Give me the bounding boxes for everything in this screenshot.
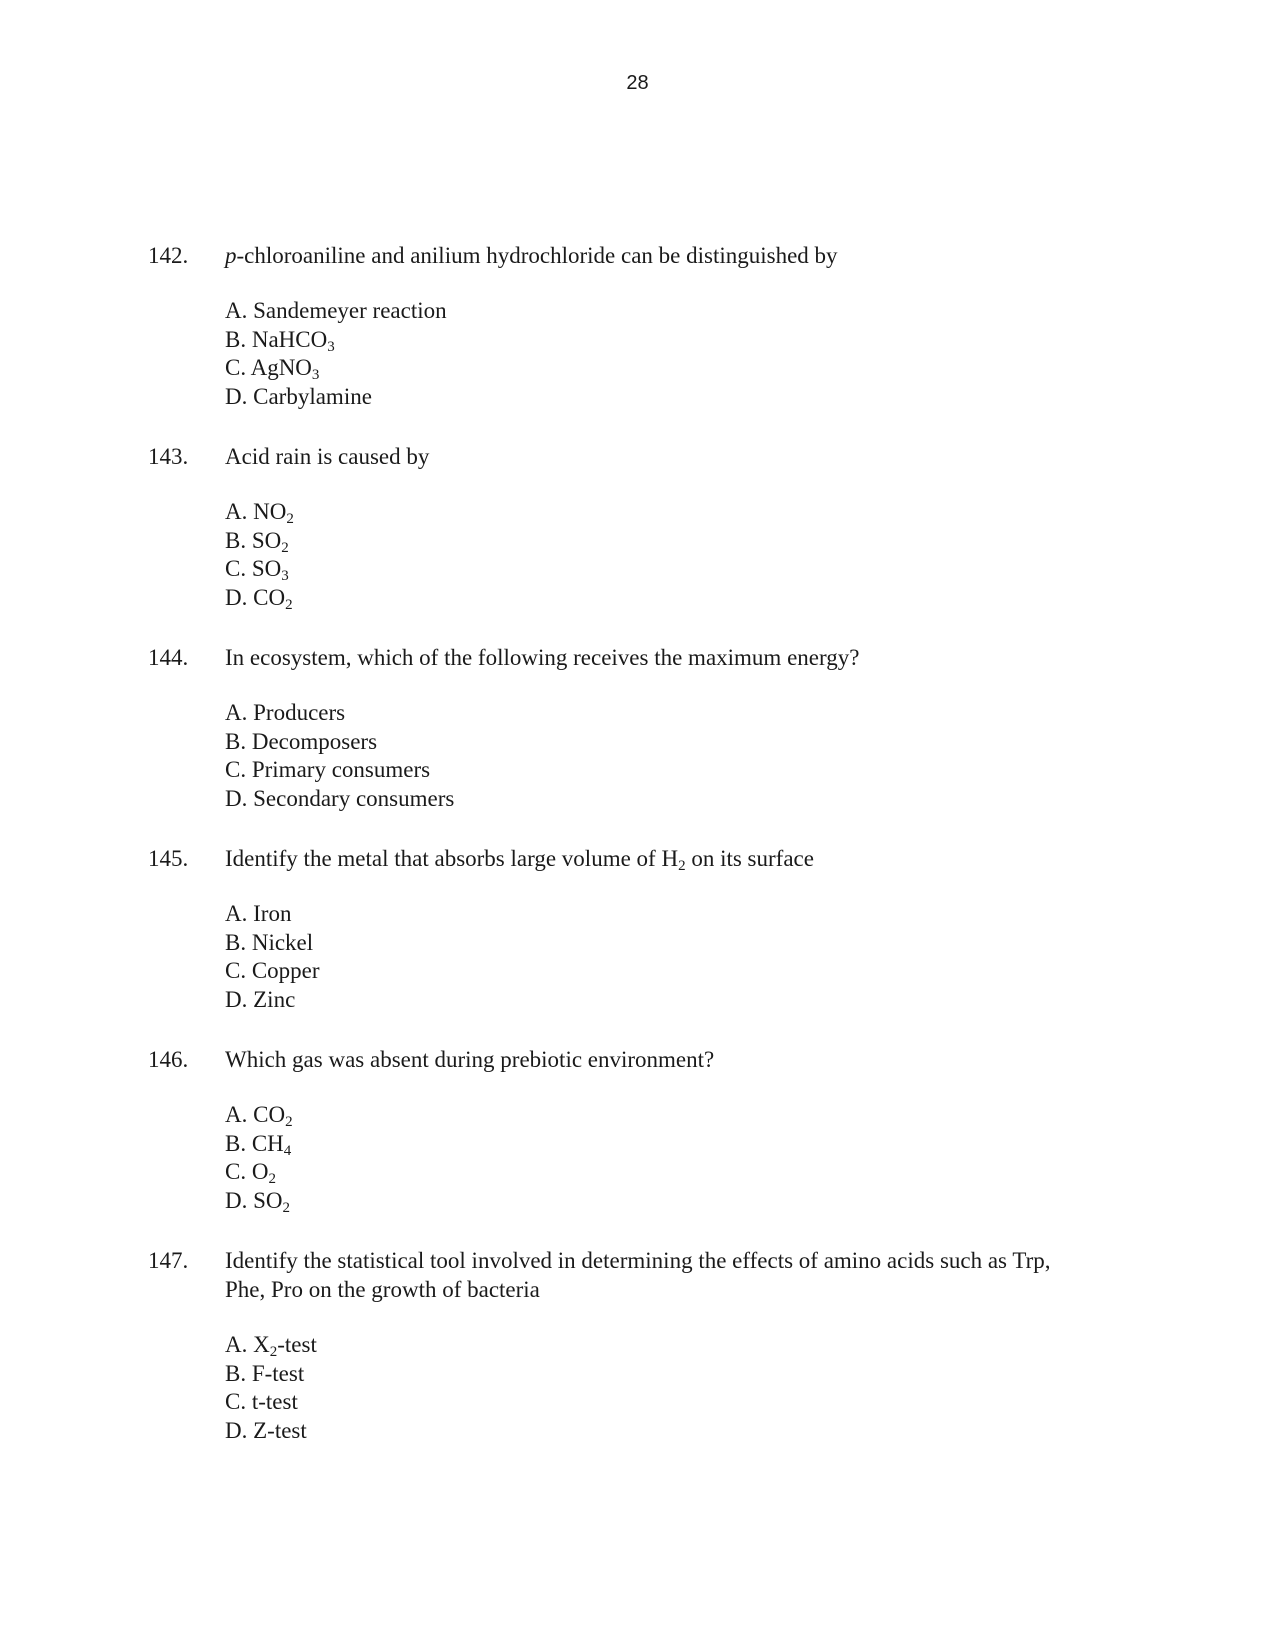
subscript: 3 xyxy=(327,338,335,355)
options-list xyxy=(225,1101,1125,1216)
options-list xyxy=(225,699,1125,814)
italic-prefix: p xyxy=(225,243,237,268)
subscript: 4 xyxy=(283,1142,292,1159)
option-letter: B. xyxy=(225,527,252,553)
option-letter: C. xyxy=(225,1389,252,1415)
text-run: CH xyxy=(251,1130,284,1156)
text-run: Carbylamine xyxy=(253,384,372,410)
subscript: 2 xyxy=(678,858,686,874)
option-d xyxy=(225,383,1125,412)
text-run: NaHCO xyxy=(251,326,328,352)
option-letter: A. xyxy=(225,298,254,323)
text-run: F-test xyxy=(251,1360,305,1386)
option-a xyxy=(225,699,1125,728)
text-run: Copper xyxy=(251,958,320,984)
subscript: 2 xyxy=(285,1114,293,1130)
option-c xyxy=(225,1158,1125,1187)
option-letter: A. xyxy=(225,1332,254,1357)
options-list xyxy=(225,1331,1125,1446)
option-b xyxy=(225,1360,1125,1389)
option-letter: D. xyxy=(225,1188,254,1214)
option-a xyxy=(225,297,1125,326)
text-run: SO xyxy=(251,527,282,553)
text-run: t-test xyxy=(251,1389,298,1415)
question-number: 146. xyxy=(148,1047,189,1072)
option-d xyxy=(225,986,1125,1015)
subscript: 2 xyxy=(281,539,289,556)
option-d xyxy=(225,1417,1125,1446)
option-b xyxy=(225,326,1125,355)
question-number: 144. xyxy=(148,645,189,670)
text-run: -test xyxy=(277,1332,317,1357)
option-letter: B. xyxy=(225,728,252,754)
option-c xyxy=(225,957,1125,986)
option-a xyxy=(225,900,1125,929)
question-text-body: -chloroaniline and anilium hydrochloride can be distinguished by xyxy=(236,243,838,268)
option-letter: A. xyxy=(225,901,254,926)
option-letter: D. xyxy=(225,1418,254,1444)
text-run: Secondary consumers xyxy=(253,786,455,812)
option-d xyxy=(225,785,1125,814)
text-run: SO xyxy=(253,1188,283,1214)
question-text xyxy=(225,241,1145,270)
option-letter: A. xyxy=(225,499,254,524)
option-letter: B. xyxy=(225,326,252,352)
option-c xyxy=(225,354,1125,383)
option-letter: B. xyxy=(225,929,252,955)
option-d xyxy=(225,584,1125,613)
text-run: Sandemeyer reaction xyxy=(253,298,447,323)
options-list xyxy=(225,900,1125,1015)
options-list xyxy=(225,498,1125,613)
option-letter: D. xyxy=(225,384,254,410)
question-number: 145. xyxy=(148,846,189,871)
subscript: 2 xyxy=(286,511,294,527)
text-run: X xyxy=(253,1332,270,1357)
option-letter: C. xyxy=(225,757,252,783)
option-a xyxy=(225,498,1125,527)
text-run: Identify the metal that absorbs large volume of H xyxy=(225,846,679,871)
subscript: 2 xyxy=(285,597,293,614)
option-b xyxy=(225,1130,1125,1159)
text-run: CO xyxy=(253,585,286,611)
text-run: Producers xyxy=(253,700,346,725)
question-text: In ecosystem, which of the following receives the maximum energy? xyxy=(225,645,860,670)
option-letter: A. xyxy=(225,700,254,725)
subscript: 2 xyxy=(268,1171,276,1188)
subscript: 2 xyxy=(269,1344,278,1360)
option-b xyxy=(225,728,1125,757)
option-a xyxy=(225,1101,1125,1130)
text-run: AgNO xyxy=(250,355,312,381)
text-run: CO xyxy=(253,1102,286,1127)
text-run: Iron xyxy=(253,901,292,926)
page-number: 28 xyxy=(626,72,649,94)
question-text: Which gas was absent during prebiotic environment? xyxy=(225,1047,715,1072)
text-run: Primary consumers xyxy=(251,757,431,783)
subscript: 3 xyxy=(281,568,289,585)
option-b xyxy=(225,929,1125,958)
text-run: NO xyxy=(253,499,287,524)
text-run: on its surface xyxy=(685,846,814,871)
subscript: 2 xyxy=(282,1200,291,1217)
text-run: SO xyxy=(251,556,282,582)
option-letter: B. xyxy=(225,1360,252,1386)
question-number: 142. xyxy=(148,243,189,268)
text-run: Zinc xyxy=(253,987,296,1013)
question-text xyxy=(225,844,1145,873)
option-c xyxy=(225,756,1125,785)
option-b xyxy=(225,527,1125,556)
option-letter: C. xyxy=(225,1159,252,1185)
text-run: O xyxy=(251,1159,269,1185)
option-letter: C. xyxy=(225,958,252,984)
option-d xyxy=(225,1187,1125,1216)
subscript: 3 xyxy=(311,367,320,384)
question-text: Acid rain is caused by xyxy=(225,444,430,469)
text-run: Decomposers xyxy=(251,728,378,754)
option-c xyxy=(225,555,1125,584)
option-letter: D. xyxy=(225,585,254,611)
question-text: Identify the statistical tool involved in determining the effects of amino acids such as Trp, Phe, Pro on the growth of bacteria xyxy=(225,1248,1051,1302)
text-run: Z-test xyxy=(253,1418,307,1444)
option-letter: D. xyxy=(225,786,254,812)
option-letter: C. xyxy=(225,556,252,582)
option-letter: D. xyxy=(225,987,254,1013)
option-c xyxy=(225,1388,1125,1417)
option-letter: A. xyxy=(225,1102,254,1127)
question-number: 143. xyxy=(148,444,189,469)
question-number: 147. xyxy=(148,1248,189,1273)
text-run: Nickel xyxy=(251,929,314,955)
option-letter: B. xyxy=(225,1130,252,1156)
option-letter: C. xyxy=(225,355,251,381)
option-a xyxy=(225,1331,1125,1360)
options-list xyxy=(225,297,1125,412)
